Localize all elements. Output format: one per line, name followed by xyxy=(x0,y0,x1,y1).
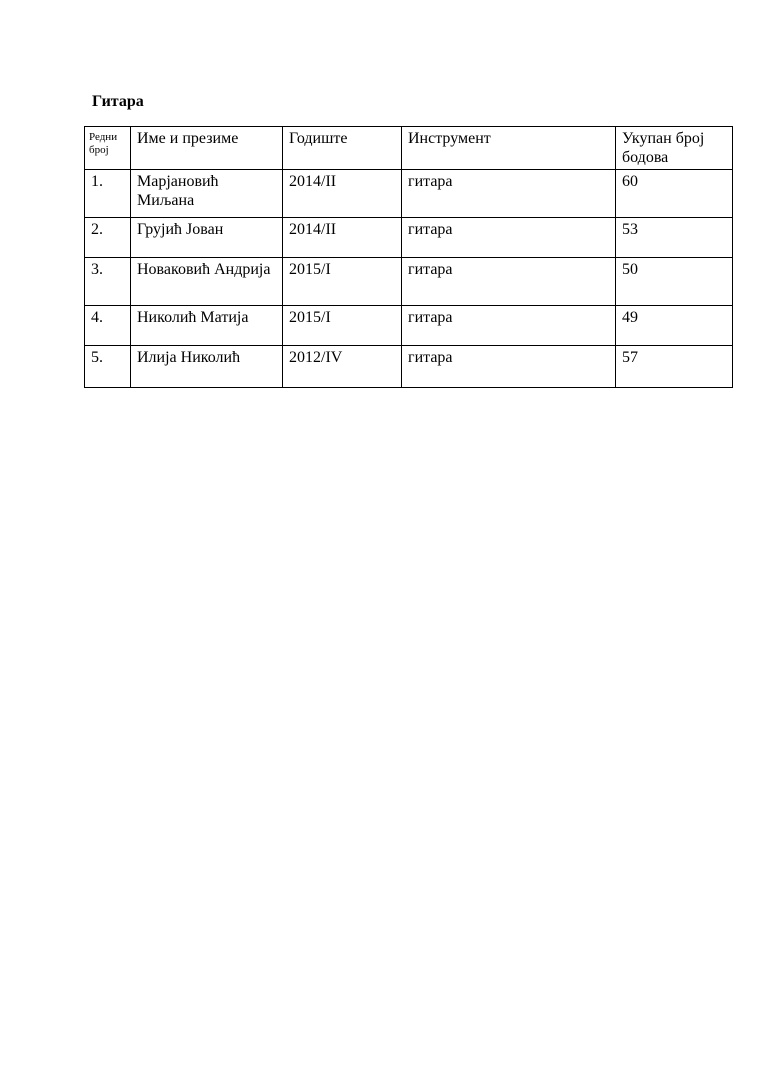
cell-ordinal: 1. xyxy=(85,170,131,218)
cell-ordinal: 5. xyxy=(85,346,131,388)
cell-name: Новаковић Андрија xyxy=(131,258,283,306)
cell-year: 2015/I xyxy=(283,306,402,346)
cell-name: Илија Николић xyxy=(131,346,283,388)
header-ordinal: Редни број xyxy=(85,127,131,170)
cell-points: 49 xyxy=(616,306,733,346)
header-instrument: Инструмент xyxy=(402,127,616,170)
cell-points: 53 xyxy=(616,218,733,258)
cell-ordinal: 4. xyxy=(85,306,131,346)
cell-ordinal: 3. xyxy=(85,258,131,306)
cell-instrument: гитара xyxy=(402,346,616,388)
header-name: Име и презиме xyxy=(131,127,283,170)
results-table xyxy=(84,126,733,388)
cell-instrument: гитара xyxy=(402,258,616,306)
table-row xyxy=(85,170,733,218)
cell-name: Марјановић Миљана xyxy=(131,170,283,218)
cell-points: 60 xyxy=(616,170,733,218)
cell-name: Грујић Јован xyxy=(131,218,283,258)
cell-year: 2012/IV xyxy=(283,346,402,388)
header-year: Годиште xyxy=(283,127,402,170)
page-title: Гитара xyxy=(92,93,144,110)
table-row xyxy=(85,346,733,388)
cell-name: Николић Матија xyxy=(131,306,283,346)
header-total-points: Укупан број бодова xyxy=(616,127,733,170)
cell-year: 2015/I xyxy=(283,258,402,306)
table-row xyxy=(85,258,733,306)
table-row xyxy=(85,218,733,258)
cell-instrument: гитара xyxy=(402,306,616,346)
table-row xyxy=(85,306,733,346)
cell-points: 50 xyxy=(616,258,733,306)
cell-instrument: гитара xyxy=(402,170,616,218)
cell-year: 2014/II xyxy=(283,170,402,218)
cell-year: 2014/II xyxy=(283,218,402,258)
cell-ordinal: 2. xyxy=(85,218,131,258)
cell-instrument: гитара xyxy=(402,218,616,258)
table-header-row xyxy=(85,127,733,170)
cell-points: 57 xyxy=(616,346,733,388)
